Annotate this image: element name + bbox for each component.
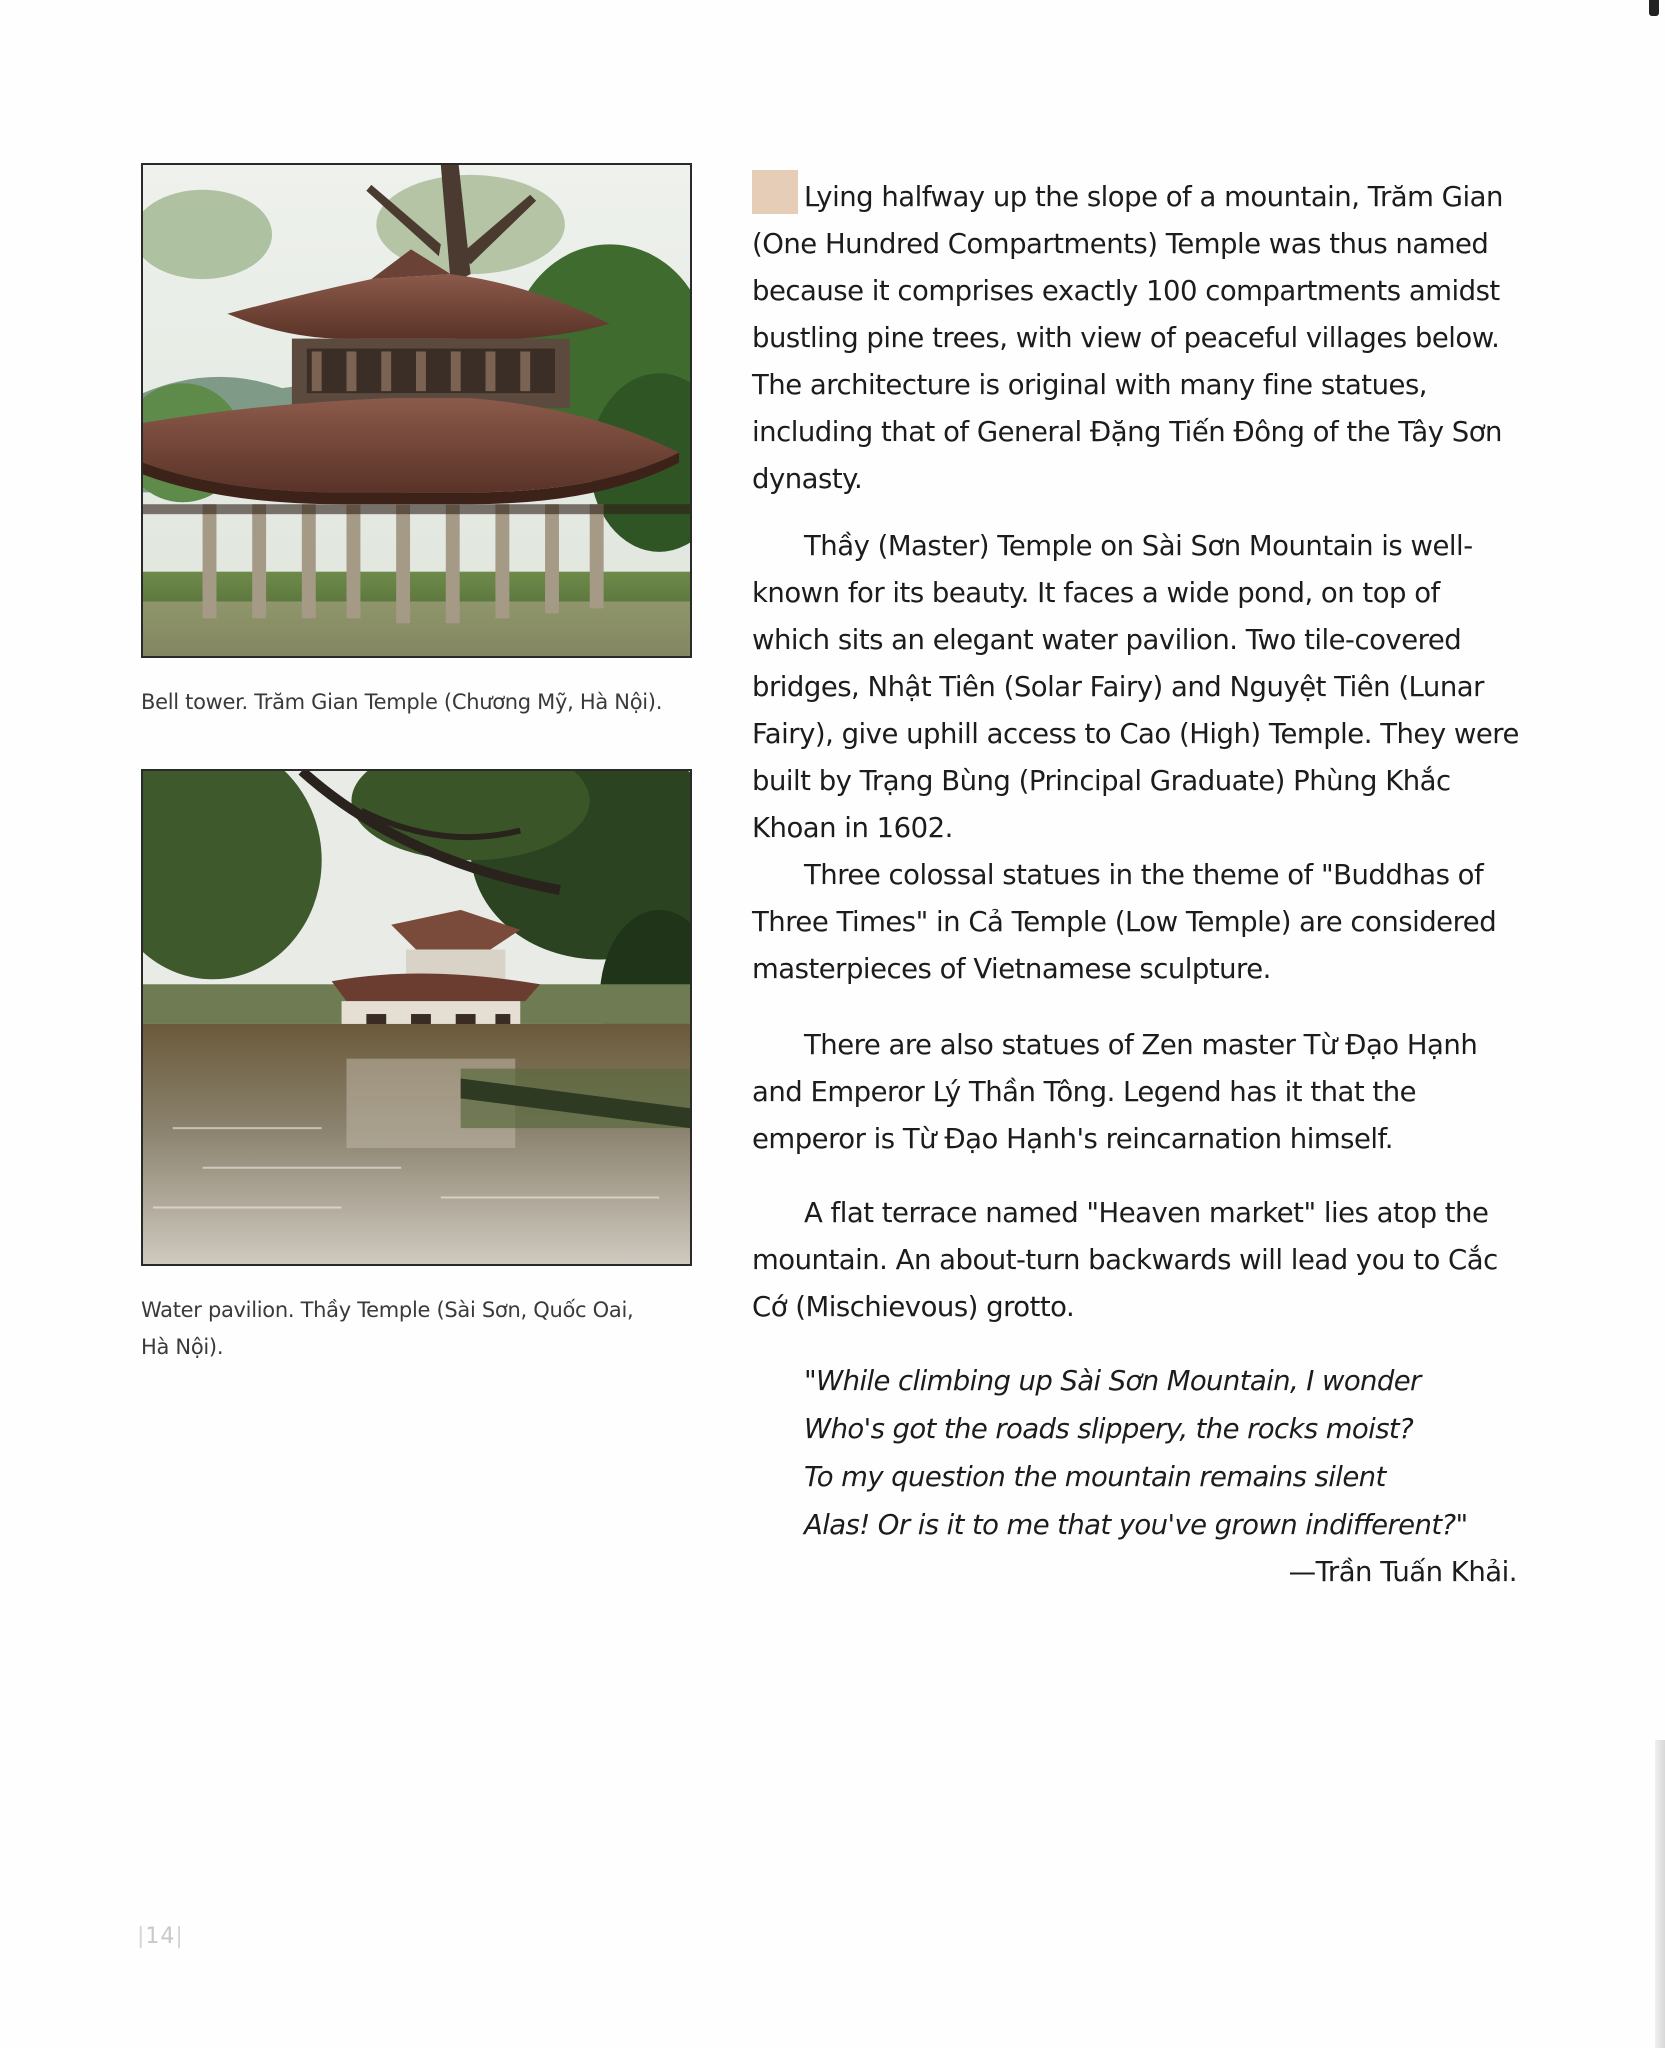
paragraph-heaven-market [752, 1190, 1522, 1331]
paragraph-thay-temple [752, 523, 1522, 852]
bell-tower-caption: Bell tower. Trăm Gian Temple (Chương Mỹ, Hà Nội). [141, 690, 663, 714]
paragraph-text: Lying halfway up the slope of a mountain, Trăm Gian (One Hundred Compartments) Temple was thus named because it comprises exactly 100 compartments amidst bustling pine trees, with view of peaceful villages below. The architecture is original with many fine statues, including that of General Đặng Tiến Đông of the Tây Sơn dynasty. [752, 181, 1503, 495]
dropcap-block [752, 170, 798, 214]
caption-line: Hà Nội). [141, 1335, 224, 1359]
paragraph-text: There are also statues of Zen master Từ Đạo Hạnh and Emperor Lý Thần Tông. Legend has it that the emperor is Từ Đạo Hạnh's reincarnation himself. [752, 1029, 1478, 1155]
paragraph-intro [752, 170, 1522, 503]
caption-line: Water pavilion. Thầy Temple (Sài Sơn, Quốc Oai, [141, 1298, 634, 1322]
page-edge-shadow [1655, 1740, 1665, 2048]
corner-mark [1649, 0, 1659, 16]
page-number-value: 14 [145, 1924, 176, 1949]
poem-line: Who's got the roads slippery, the rocks moist? [804, 1413, 1414, 1445]
page-number [137, 1924, 184, 1949]
paragraph-text: Three colossal statues in the theme of "Buddhas of Three Times" in Cả Temple (Low Temple) are considered masterpieces of Vietnamese sculpture. [752, 859, 1497, 985]
paragraph-text: Thầy (Master) Temple on Sài Sơn Mountain is well-known for its beauty. It faces a wide pond, on top of which sits an elegant water pavilion. Two tile-covered bridges, Nhật Tiên (Solar Fairy) and Nguyệt Tiên (Lunar Fairy), give uphill access to Cao (High) Temple. They were built by Trạng Bùng (Principal Graduate) Phùng Khắc Khoan in 1602. [752, 530, 1519, 844]
poem-line: "While climbing up Sài Sơn Mountain, I wonder [804, 1365, 1421, 1397]
page-number-bar-left: | [137, 1924, 146, 1949]
paragraph-ca-temple [752, 852, 1522, 993]
bell-tower-photo [141, 163, 692, 658]
page-number-bar-right: | [175, 1924, 184, 1949]
poem-line: Alas! Or is it to me that you've grown indifferent?" [804, 1509, 1468, 1541]
paragraph-statues [752, 1022, 1522, 1163]
paragraph-text: A flat terrace named "Heaven market" lies atop the mountain. An about-turn backwards will lead you to Cắc Cớ (Mischievous) grotto. [752, 1197, 1498, 1323]
poem-quote [804, 1357, 1524, 1549]
poem-author: —Trần Tuấn Khải. [1288, 1556, 1517, 1588]
poem-line: To my question the mountain remains silent [804, 1461, 1386, 1493]
water-pavilion-caption [141, 1292, 701, 1366]
water-pavilion-photo [141, 769, 692, 1266]
